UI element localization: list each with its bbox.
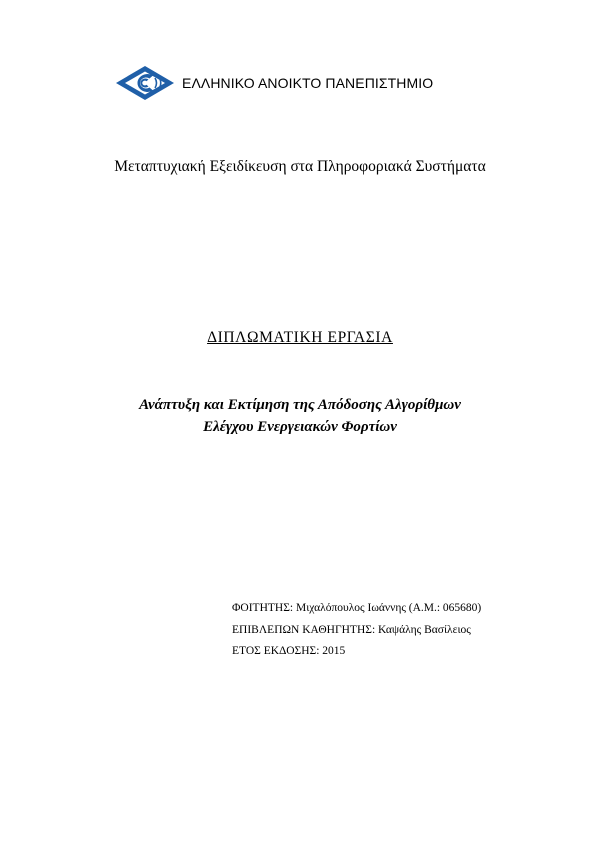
year-line: ΕΤΟΣ ΕΚΔΟΣΗΣ: 2015: [232, 645, 346, 657]
program-name: Μεταπτυχιακή Εξειδίκευση στα Πληροφοριακά Συστήματα: [114, 158, 486, 175]
supervisor-line: ΕΠΙΒΛΕΠΩΝ ΚΑΘΗΓΗΤΗΣ: Καψάλης Βασίλειος: [232, 623, 471, 636]
thesis-title-line-1: Ανάπτυξη και Εκτίμηση της Απόδοσης Αλγορίθμων: [139, 397, 461, 413]
university-header: [114, 65, 433, 101]
document-type: ΔΙΠΛΩΜΑΤΙΚΗ ΕΡΓΑΣΙΑ: [207, 329, 393, 346]
student-line: ΦΟΙΤΗΤΗΣ: Μιχαλόπουλος Ιωάννης (Α.Μ.: 065680): [232, 602, 482, 614]
eap-logo-icon: [114, 65, 176, 101]
thesis-info: [232, 598, 481, 663]
thesis-title-line-2: Ελέγχου Ενεργειακών Φορτίων: [203, 419, 397, 435]
thesis-title: [0, 394, 600, 438]
university-name: ΕΛΛΗΝΙΚΟ ΑΝΟΙΚΤΟ ΠΑΝΕΠΙΣΤΗΜΙΟ: [182, 75, 434, 91]
